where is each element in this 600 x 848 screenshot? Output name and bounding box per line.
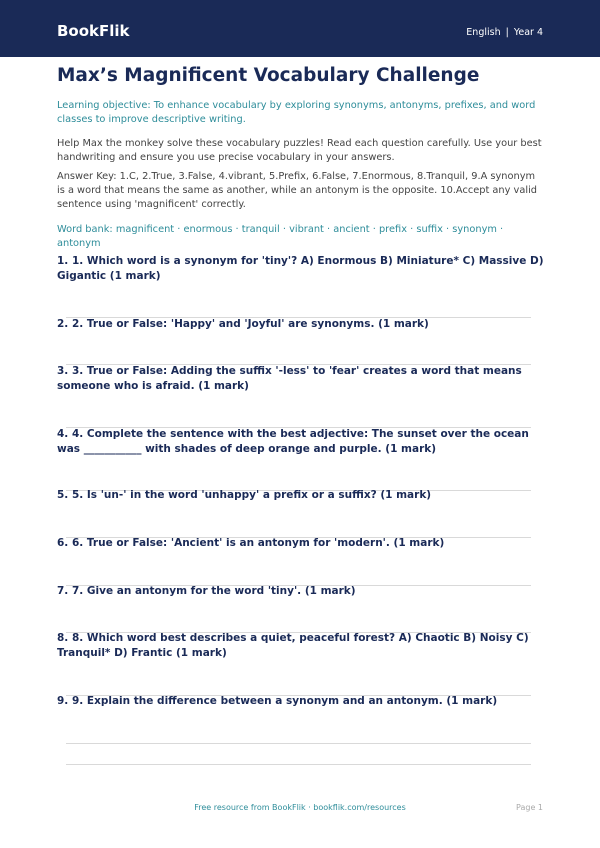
learning-objective: Learning objective: To enhance vocabulary by exploring synonyms, antonyms, prefixes, and word classes to improve descriptive writing. [57, 100, 536, 125]
header-meta [466, 27, 543, 39]
question-8: 8. 8. Which word best describes a quiet, peaceful forest? A) Chaotic B) Noisy C) Tranquil* D) Frantic (1 mark) [57, 632, 529, 659]
question-2: 2. 2. True or False: 'Happy' and 'Joyful' are synonyms. (1 mark) [57, 318, 429, 330]
instructions: Help Max the monkey solve these vocabulary puzzles! Read each question carefully. Use your best handwriting and ensure you use precise vocabulary in your answers. [57, 138, 542, 163]
question-1: 1. 1. Which word is a synonym for 'tiny'? A) Enormous B) Miniature* C) Massive D) Gigantic (1 mark) [57, 255, 544, 282]
answer-line-9a[interactable] [66, 743, 531, 744]
word-bank: Word bank: magnificent · enormous · tranquil · vibrant · ancient · prefix · suffix · synonym · antonym [57, 224, 504, 249]
question-5: 5. 5. Is 'un-' in the word 'unhappy' a prefix or a suffix? (1 mark) [57, 489, 432, 501]
page-title: Max’s Magnificent Vocabulary Challenge [57, 65, 480, 86]
question-9: 9. 9. Explain the difference between a synonym and an antonym. (1 mark) [57, 695, 498, 707]
question-7: 7. 7. Give an antonym for the word 'tiny'. (1 mark) [57, 585, 356, 597]
question-6: 6. 6. True or False: 'Ancient' is an antonym for 'modern'. (1 mark) [57, 537, 445, 549]
meta-separator: | [505, 27, 509, 38]
footer-credit[interactable]: Free resource from BookFlik · bookflik.com/resources [194, 803, 406, 812]
year-label: Year 4 [513, 27, 543, 38]
page-number: Page 1 [516, 803, 543, 812]
answer-key: Answer Key: 1.C, 2.True, 3.False, 4.vibrant, 5.Prefix, 6.False, 7.Enormous, 8.Tranquil, 9.A synonym is a word that means the same as another, while an antonym is the opposite. 10.Accept any valid sentence using 'magnificent' correctly. [57, 171, 538, 210]
subject-label: English [466, 27, 501, 38]
question-4: 4. 4. Complete the sentence with the best adjective: The sunset over the ocean was ___________ with shades of deep orange and purple. (1 mark) [57, 428, 529, 455]
question-3: 3. 3. True or False: Adding the suffix '-less' to 'fear' creates a word that means someone who is afraid. (1 mark) [57, 365, 522, 392]
answer-line-9b[interactable] [66, 764, 531, 765]
brand-logo[interactable]: BookFlik [57, 22, 130, 40]
header-bar [0, 0, 600, 57]
